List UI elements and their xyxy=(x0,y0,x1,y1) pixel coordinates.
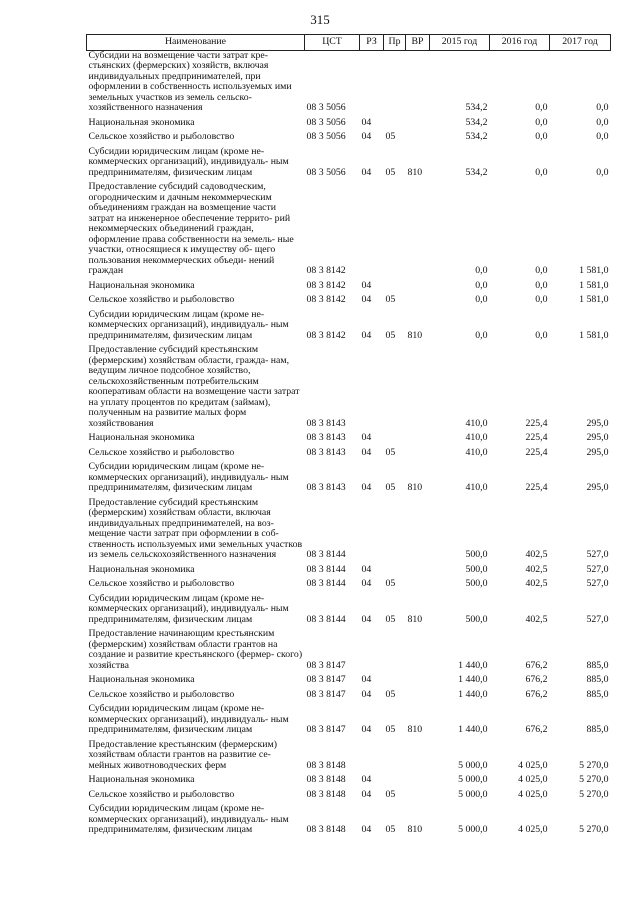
row-value-2017: 5 270,0 xyxy=(579,824,609,835)
table-row xyxy=(87,579,611,594)
table-row xyxy=(87,295,611,310)
row-value-2016: 225,4 xyxy=(525,446,548,458)
row-pr xyxy=(384,775,406,790)
row-name: Субсидии на возмещение части затрат кре- стьянских (фермерских) хозяйств, включая индивидуальных предпринимателей, при оформлении в собственность используемых ими земельных участков из земель сельско- хозяйственного назначения xyxy=(88,49,292,113)
row-cst: 08 3 5056 xyxy=(306,166,346,178)
row-value-2015: 0,0 xyxy=(475,279,488,291)
row-value-2017: 885,0 xyxy=(586,688,609,700)
table-row xyxy=(87,462,611,498)
row-pr xyxy=(384,281,406,296)
row-name: Национальная экономика xyxy=(88,116,195,128)
row-value-2017: 527,0 xyxy=(586,563,609,575)
row-value-2017: 527,0 xyxy=(586,549,609,560)
row-value-2017: 0,0 xyxy=(596,116,609,128)
page-number: 315 xyxy=(310,12,330,27)
row-value-2015: 410,0 xyxy=(465,482,488,493)
row-vr: 810 xyxy=(407,482,423,493)
row-pr xyxy=(384,565,406,580)
row-cst: 08 3 8143 xyxy=(306,432,346,443)
row-value-2017: 1 581,0 xyxy=(579,279,609,291)
row-pr: 05 xyxy=(385,329,396,341)
row-rz: 04 xyxy=(361,279,372,291)
row-rz: 04 xyxy=(361,166,372,178)
table-row xyxy=(87,147,611,183)
row-pr xyxy=(384,498,406,565)
row-value-2015: 500,0 xyxy=(465,578,488,589)
table-row xyxy=(87,775,611,790)
row-value-2017: 527,0 xyxy=(586,613,609,625)
row-rz xyxy=(360,50,384,118)
row-name: Сельское хозяйство и рыболовство xyxy=(88,131,235,142)
row-value-2016: 402,5 xyxy=(525,613,548,625)
row-cst: 08 3 8144 xyxy=(306,549,346,560)
row-rz xyxy=(360,345,384,433)
row-value-2015: 500,0 xyxy=(465,613,488,625)
row-cst: 08 3 5056 xyxy=(306,131,346,142)
row-name: Предоставление субсидий крестьянским (фермерским) хозяйствам области, включая индивидуальных предпринимателей, на воз- мещение части затрат при оформлении в соб- ственность используемых ими земельных участков из земель сельскохозяйственного назначения xyxy=(88,496,303,560)
row-rz: 04 xyxy=(361,613,372,625)
row-rz: 04 xyxy=(361,724,372,735)
row-rz: 04 xyxy=(361,116,372,128)
row-vr xyxy=(406,740,430,776)
row-value-2017: 885,0 xyxy=(586,724,609,735)
row-vr xyxy=(406,50,430,118)
row-rz: 04 xyxy=(361,563,372,575)
table-row xyxy=(87,629,611,675)
header-rz: РЗ xyxy=(360,35,384,51)
row-pr xyxy=(384,182,406,281)
row-value-2017: 1 581,0 xyxy=(579,265,609,276)
header-vr: ВР xyxy=(406,35,430,51)
row-pr: 05 xyxy=(385,578,396,589)
row-value-2016: 0,0 xyxy=(535,166,548,178)
row-value-2016: 676,2 xyxy=(525,688,548,700)
row-cst: 08 3 8143 xyxy=(306,446,346,458)
row-cst: 08 3 5056 xyxy=(306,102,346,113)
row-pr xyxy=(384,740,406,776)
budget-table xyxy=(86,34,611,840)
row-value-2016: 0,0 xyxy=(535,116,548,128)
row-name: Субсидии юридическим лицам (кроме не- коммерческих организаций), индивидуаль- ным предпринимателям, физическим лицам xyxy=(88,308,289,341)
row-value-2017: 295,0 xyxy=(586,446,609,458)
row-value-2017: 295,0 xyxy=(586,417,609,429)
row-rz: 04 xyxy=(361,131,372,142)
row-value-2015: 0,0 xyxy=(475,294,488,305)
row-vr xyxy=(406,579,430,594)
row-value-2017: 5 270,0 xyxy=(579,788,609,800)
row-name: Национальная экономика xyxy=(88,563,195,575)
table-row xyxy=(87,345,611,433)
row-value-2015: 534,2 xyxy=(465,116,488,128)
table-row xyxy=(87,132,611,147)
row-value-2016: 225,4 xyxy=(525,482,548,493)
row-value-2017: 527,0 xyxy=(586,578,609,589)
header-2017: 2017 год xyxy=(550,35,611,51)
row-name: Национальная экономика xyxy=(88,279,195,291)
row-vr xyxy=(406,790,430,805)
row-value-2016: 0,0 xyxy=(535,131,548,142)
header-2016: 2016 год xyxy=(490,35,550,51)
table-row xyxy=(87,704,611,740)
table-row xyxy=(87,790,611,805)
row-rz: 04 xyxy=(361,688,372,700)
row-value-2015: 5 000,0 xyxy=(458,774,488,785)
row-name: Национальная экономика xyxy=(88,432,195,443)
row-name: Сельское хозяйство и рыболовство xyxy=(88,446,235,458)
row-pr: 05 xyxy=(385,724,396,735)
row-cst: 08 3 8147 xyxy=(306,688,346,700)
row-cst: 08 3 8143 xyxy=(306,417,346,429)
row-value-2016: 4 025,0 xyxy=(518,774,548,785)
row-value-2016: 402,5 xyxy=(525,549,548,560)
table-row xyxy=(87,594,611,630)
row-value-2016: 676,2 xyxy=(525,724,548,735)
row-vr xyxy=(406,281,430,296)
row-value-2015: 5 000,0 xyxy=(458,824,488,835)
row-rz: 04 xyxy=(361,824,372,835)
table-row xyxy=(87,310,611,346)
table-body xyxy=(87,50,611,840)
row-value-2016: 4 025,0 xyxy=(518,759,548,771)
row-value-2015: 0,0 xyxy=(475,329,488,341)
row-value-2016: 4 025,0 xyxy=(518,824,548,835)
header-cst: ЦСТ xyxy=(305,35,360,51)
row-name: Сельское хозяйство и рыболовство xyxy=(88,578,235,589)
row-value-2015: 534,2 xyxy=(465,166,488,178)
row-pr: 05 xyxy=(385,446,396,458)
row-rz: 04 xyxy=(361,446,372,458)
row-vr: 810 xyxy=(407,166,423,178)
row-rz: 04 xyxy=(361,432,372,443)
row-vr xyxy=(406,448,430,463)
row-value-2015: 500,0 xyxy=(465,549,488,560)
row-value-2015: 1 440,0 xyxy=(458,659,488,671)
row-vr xyxy=(406,565,430,580)
row-cst: 08 3 8148 xyxy=(306,788,346,800)
row-pr: 05 xyxy=(385,131,396,142)
row-vr: 810 xyxy=(407,613,423,625)
row-name: Национальная экономика xyxy=(88,674,195,685)
row-rz: 04 xyxy=(361,294,372,305)
row-pr: 05 xyxy=(385,294,396,305)
row-value-2015: 5 000,0 xyxy=(458,759,488,771)
row-value-2015: 1 440,0 xyxy=(458,674,488,685)
row-pr: 05 xyxy=(385,824,396,835)
table-header xyxy=(87,35,611,51)
table-row xyxy=(87,804,611,840)
row-value-2017: 5 270,0 xyxy=(579,774,609,785)
row-value-2016: 0,0 xyxy=(535,329,548,341)
table-row xyxy=(87,690,611,705)
row-name: Предоставление начинающим крестьянским (фермерским) хозяйствам области грантов на создание и развитие крестьянского (фермер- ского) хозяйства xyxy=(88,628,303,671)
row-cst: 08 3 8144 xyxy=(306,563,346,575)
row-rz: 04 xyxy=(361,788,372,800)
row-cst: 08 3 8142 xyxy=(306,265,346,276)
row-rz xyxy=(360,740,384,776)
row-vr xyxy=(406,690,430,705)
row-vr xyxy=(406,629,430,675)
row-name: Субсидии юридическим лицам (кроме не- коммерческих организаций), индивидуаль- ным предпринимателям, физическим лицам xyxy=(88,592,289,625)
table-row xyxy=(87,565,611,580)
row-value-2015: 1 440,0 xyxy=(458,688,488,700)
row-value-2017: 295,0 xyxy=(586,432,609,443)
row-value-2017: 0,0 xyxy=(596,131,609,142)
row-value-2015: 0,0 xyxy=(475,265,488,276)
row-rz xyxy=(360,629,384,675)
row-value-2015: 5 000,0 xyxy=(458,788,488,800)
row-rz: 04 xyxy=(361,578,372,589)
row-cst: 08 3 8147 xyxy=(306,659,346,671)
table-row xyxy=(87,182,611,281)
row-name: Предоставление субсидий крестьянским (фермерским) хозяйствам области, гражда- нам, ведущим личное подсобное хозяйство, сельскохозяйственным потребительским кооперативам области на возмещение части затрат на уплату процентов по кредитам (займам), полученным на развитие малых форм хозяйствования xyxy=(88,344,300,429)
row-vr: 810 xyxy=(407,724,423,735)
row-vr xyxy=(406,775,430,790)
row-cst: 08 3 8147 xyxy=(306,724,346,735)
row-name: Субсидии юридическим лицам (кроме не- коммерческих организаций), индивидуаль- ным предпринимателям, физическим лицам xyxy=(88,803,289,835)
row-name: Сельское хозяйство и рыболовство xyxy=(88,688,235,700)
row-value-2015: 500,0 xyxy=(465,563,488,575)
row-cst: 08 3 8144 xyxy=(306,578,346,589)
header-2015: 2015 год xyxy=(430,35,490,51)
row-rz: 04 xyxy=(361,674,372,685)
row-pr xyxy=(384,433,406,448)
row-name: Национальная экономика xyxy=(88,774,195,785)
row-name: Субсидии юридическим лицам (кроме не- коммерческих организаций), индивидуаль- ным предпринимателям, физическим лицам xyxy=(88,145,289,178)
row-pr xyxy=(384,675,406,690)
row-name: Субсидии юридическим лицам (кроме не- коммерческих организаций), индивидуаль- ным предпринимателям, физическим лицам xyxy=(88,461,289,493)
row-value-2015: 534,2 xyxy=(465,131,488,142)
row-value-2015: 410,0 xyxy=(465,446,488,458)
row-pr: 05 xyxy=(385,482,396,493)
row-cst: 08 3 8148 xyxy=(306,824,346,835)
row-pr: 05 xyxy=(385,613,396,625)
table-row xyxy=(87,740,611,776)
table-row xyxy=(87,498,611,565)
table-row xyxy=(87,50,611,118)
row-pr xyxy=(384,345,406,433)
row-name: Сельское хозяйство и рыболовство xyxy=(88,788,235,800)
row-cst: 08 3 8142 xyxy=(306,294,346,305)
row-cst: 08 3 5056 xyxy=(306,116,346,128)
row-value-2017: 0,0 xyxy=(596,102,609,113)
table-row xyxy=(87,118,611,133)
row-cst: 08 3 8142 xyxy=(306,279,346,291)
row-vr xyxy=(406,295,430,310)
row-value-2016: 4 025,0 xyxy=(518,788,548,800)
row-pr xyxy=(384,629,406,675)
row-value-2016: 225,4 xyxy=(525,432,548,443)
row-name: Предоставление крестьянским (фермерским) хозяйствам области грантов на развитие се- мейных животноводческих ферм xyxy=(88,738,277,771)
row-value-2016: 402,5 xyxy=(525,563,548,575)
row-cst: 08 3 8144 xyxy=(306,613,346,625)
row-pr: 05 xyxy=(385,688,396,700)
row-value-2016: 676,2 xyxy=(525,674,548,685)
row-vr xyxy=(406,182,430,281)
row-vr xyxy=(406,345,430,433)
row-value-2016: 0,0 xyxy=(535,265,548,276)
row-value-2016: 0,0 xyxy=(535,279,548,291)
table-row xyxy=(87,448,611,463)
row-rz xyxy=(360,498,384,565)
row-name: Сельское хозяйство и рыболовство xyxy=(88,294,235,305)
row-value-2017: 885,0 xyxy=(586,674,609,685)
row-cst: 08 3 8143 xyxy=(306,482,346,493)
row-cst: 08 3 8148 xyxy=(306,774,346,785)
row-value-2017: 5 270,0 xyxy=(579,759,609,771)
row-pr: 05 xyxy=(385,166,396,178)
row-name: Предоставление субсидий садоводческим, огородническим и дачным некоммерческим объединениям граждан на возмещение части затрат на инженерное обеспечение террито- рий некоммерческих объединений граждан, оформление права собственности на земель- ные участки, относящиеся к имуществу об- щего пользования некоммерческих объеди- нений граждан xyxy=(88,181,294,276)
row-value-2017: 295,0 xyxy=(586,482,609,493)
row-rz: 04 xyxy=(361,482,372,493)
row-value-2015: 410,0 xyxy=(465,417,488,429)
row-pr xyxy=(384,118,406,133)
header-row xyxy=(87,35,611,51)
row-cst: 08 3 8148 xyxy=(306,759,346,771)
row-value-2016: 225,4 xyxy=(525,417,548,429)
table-row xyxy=(87,675,611,690)
row-value-2017: 885,0 xyxy=(586,659,609,671)
header-pr: Пр xyxy=(384,35,406,51)
row-value-2015: 534,2 xyxy=(465,102,488,113)
row-pr xyxy=(384,50,406,118)
row-vr xyxy=(406,675,430,690)
row-value-2016: 0,0 xyxy=(535,294,548,305)
row-name: Субсидии юридическим лицам (кроме не- коммерческих организаций), индивидуаль- ным предпринимателям, физическим лицам xyxy=(88,703,289,735)
row-value-2017: 1 581,0 xyxy=(579,294,609,305)
row-vr: 810 xyxy=(407,824,423,835)
row-value-2017: 0,0 xyxy=(596,166,609,178)
row-value-2016: 676,2 xyxy=(525,659,548,671)
row-cst: 08 3 8142 xyxy=(306,329,346,341)
row-value-2015: 410,0 xyxy=(465,432,488,443)
header-name: Наименование xyxy=(87,35,305,51)
row-value-2016: 402,5 xyxy=(525,578,548,589)
row-value-2016: 0,0 xyxy=(535,102,548,113)
row-vr xyxy=(406,132,430,147)
row-vr xyxy=(406,118,430,133)
row-vr: 810 xyxy=(407,329,423,341)
table-row xyxy=(87,433,611,448)
row-cst: 08 3 8147 xyxy=(306,674,346,685)
row-rz xyxy=(360,182,384,281)
row-value-2017: 1 581,0 xyxy=(579,329,609,341)
row-value-2015: 1 440,0 xyxy=(458,724,488,735)
row-vr xyxy=(406,498,430,565)
row-rz: 04 xyxy=(361,774,372,785)
row-vr xyxy=(406,433,430,448)
row-pr: 05 xyxy=(385,788,396,800)
table-row xyxy=(87,281,611,296)
row-rz: 04 xyxy=(361,329,372,341)
